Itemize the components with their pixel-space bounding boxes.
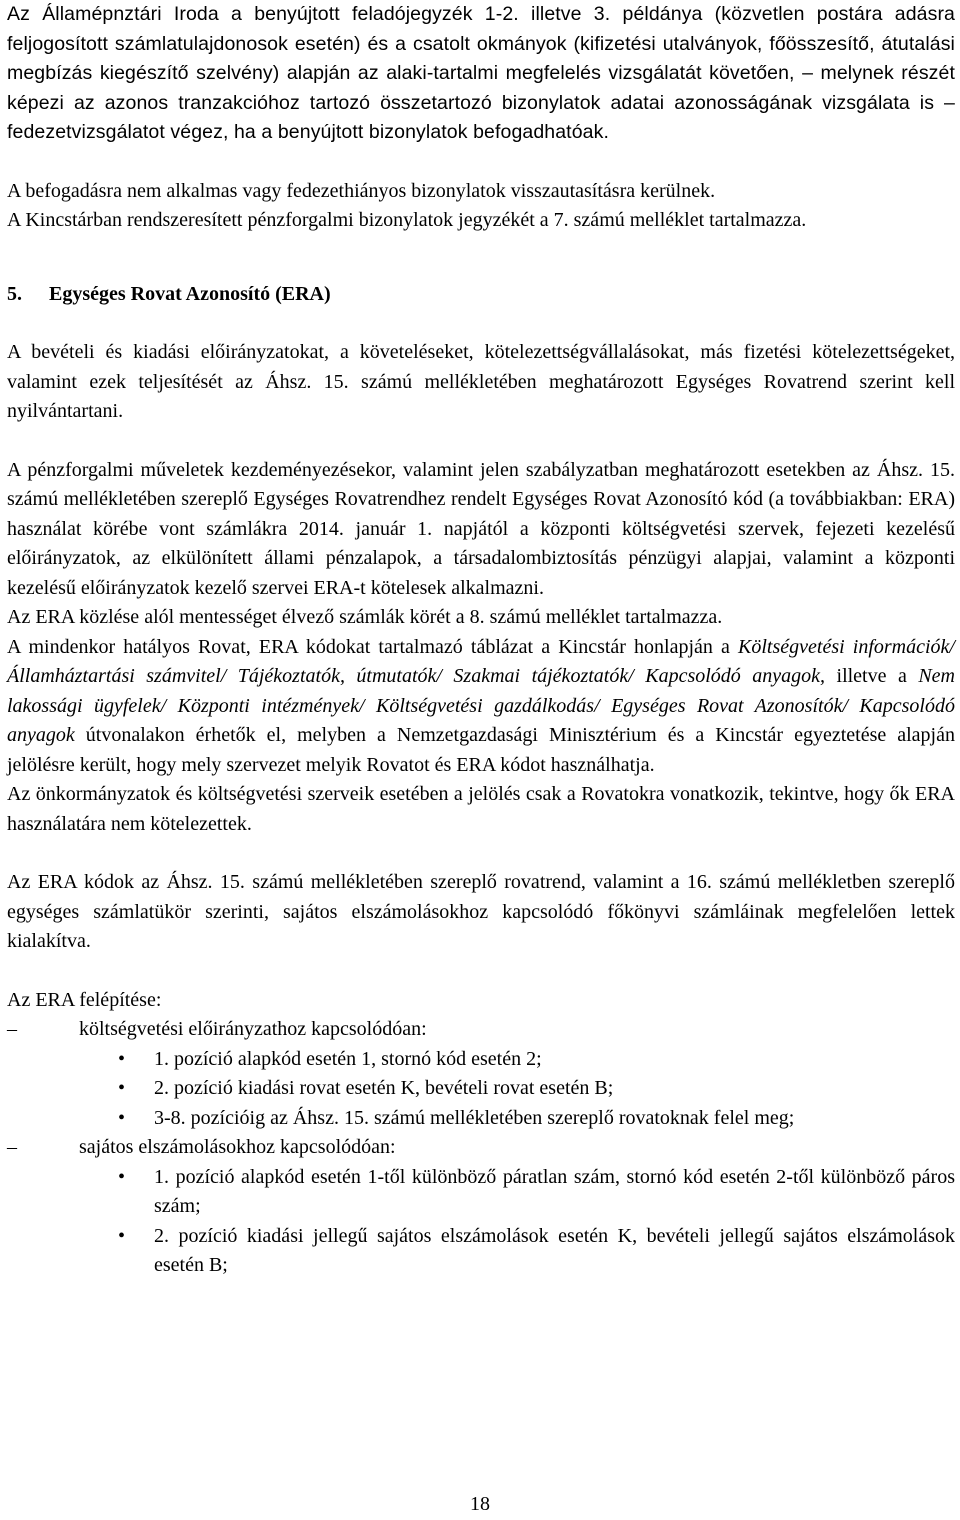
paragraph-era-felepitese: Az ERA felépítése: (7, 988, 162, 1011)
page-number: 18 (470, 1493, 490, 1515)
list-item-text: 2. pozíció kiadási jellegű sajátos elszámolások esetén K, bevételi jellegű sajátos elszámolások esetén B; (154, 1224, 955, 1276)
section-number: 5. (7, 282, 22, 305)
text-run: illetve a (825, 665, 919, 687)
text-run: A mindenkor hatályos Rovat, ERA kódokat tartalmazó táblázat a Kincstár honlapján a (7, 635, 739, 658)
list-item (7, 1104, 955, 1134)
list-group-title: sajátos elszámolásokhoz kapcsolódóan: (79, 1136, 396, 1158)
section-heading (7, 280, 955, 310)
list-item (7, 1163, 955, 1222)
dash-marker: – (7, 1136, 17, 1158)
paragraph-visszautasitas: A befogadásra nem alkalmas vagy fedezethiányos bizonylatok visszautasításra kerülnek. (7, 179, 716, 202)
section-title: Egységes Rovat Azonosító (ERA) (49, 282, 331, 305)
paragraph-nyilvantartas: A bevételi és kiadási előirányzatokat, a követeléseket, kötelezettségvállalásokat, más fizetési kötelezettségeket, valamint ezek teljesítését az Áhsz. 15. számú mellékletében meghatározott Egységes Rovatrend szerint kell nyilvántartani. (7, 341, 955, 422)
document-page (7, 0, 955, 1281)
paragraph-text: Az Államépnztári Iroda a benyújtott feladójegyzék 1-2. illetve 3. példánya (közvetlen postára adásra feljogosított számlatulajdonosok esetén) és a csatolt okmányok (kifizetési utalványok, főösszesítő, átutalási megbízás kiegészítő szelvény) alapján az alaki-tartalmi megfelelés vizsgálatát követően, – melynek részét képezi az azonos tranzakcióhoz tartozó összetartozó bizonylatok adatai azonosságának vizsgálata is – fedezetvizsgálatot végez, ha a benyújtott bizonylatok befogadhatóak. (7, 3, 955, 143)
list-item-text: 1. pozíció alapkód esetén 1, stornó kód esetén 2; (154, 1047, 542, 1070)
list-item (7, 1222, 955, 1281)
bullet-icon: • (118, 1106, 126, 1129)
menu-path-2: Nem lakossági ügyfelek/ Központi intézmények/ Költségvetési gazdálkodás/ Egységes Rovat Azonosítók/ Kapcsolódó anyagok (7, 665, 955, 746)
list-group-koltsegvetesi (7, 1015, 955, 1045)
paragraph-era-kodok: Az ERA kódok az Áhsz. 15. számú mellékletében szereplő rovatrend, valamint a 16. számú mellékletben szereplő egységes számlatükör szerinti, sajátos elszámolásokhoz kapcsolódó főkönyvi számláinak megfelelően lettek kialakítva. (7, 871, 955, 952)
text-run: útvonalakon érhetők el, melyben a Nemzetgazdasági Minisztérium és a Kincstár egyeztetése alapján jelölésre került, hogy mely szervezet melyik Rovatot és ERA kódot használhatja. (7, 724, 955, 776)
list-item (7, 1045, 955, 1075)
paragraph-mentesseg: Az ERA közlése alól mentességet élvező számlák körét a 8. számú melléklet tartalmazza. (7, 606, 723, 628)
list-group-title: költségvetési előirányzathoz kapcsolódóan: (79, 1018, 427, 1040)
paragraph-onkormanyzatok: Az önkormányzatok és költségvetési szerveik esetében a jelölés csak a Rovatokra vonatkozik, tekintve, hogy ők ERA használatára nem kötelezettek. (7, 783, 955, 835)
list-group-sajatos (7, 1133, 955, 1163)
list-item-text: 1. pozíció alapkód esetén 1-től különböző páratlan szám, stornó kód esetén 2-től különböző páros szám; (154, 1165, 955, 1217)
paragraph-bizonylatok-jegyzeke: A Kincstárban rendszeresített pénzforgalmi bizonylatok jegyzékét a 7. számú melléklet tartalmazza. (7, 209, 807, 231)
paragraph-tablazat-elerhetoseg (7, 633, 955, 781)
list-item-text: 3-8. pozícióig az Áhsz. 15. számú mellékletében szereplő rovatoknak felel meg; (154, 1106, 795, 1129)
paragraph-feladojegyzek (7, 0, 955, 148)
bullet-icon: • (118, 1047, 126, 1070)
bullet-list-koltsegvetesi (7, 1045, 955, 1134)
list-item (7, 1074, 955, 1104)
bullet-icon: • (118, 1077, 126, 1099)
dash-marker: – (7, 1018, 17, 1040)
list-item-text: 2. pozíció kiadási rovat esetén K, bevételi rovat esetén B; (154, 1077, 614, 1099)
bullet-icon: • (118, 1165, 126, 1188)
bullet-icon: • (118, 1224, 126, 1247)
menu-path-1: Költségvetési információk/ Államháztartási számvitel/ Tájékoztatók, útmutatók/ Szakmai tájékoztatók/ Kapcsolódó anyagok, (7, 635, 955, 687)
paragraph-era-alkalmazas: A pénzforgalmi műveletek kezdeményezésekor, valamint jelen szabályzatban meghatározott esetekben az Áhsz. 15. számú mellékletében szereplő Egységes Rovatrendhez rendelt Egységes Rovat Azonosító kód (a továbbiakban: ERA) használat körébe vont számlákra 2014. január 1. napjától a központi költségvetési szervek, fejezeti kezelésű előirányzatok, az elkülönített állami pénzalapok, a társadalombiztosítás pénzügyi alapjai, valamint a központi kezelésű előirányzatok kezelő szervei ERA-t kötelesek alkalmazni. (7, 458, 955, 599)
bullet-list-sajatos (7, 1163, 955, 1281)
